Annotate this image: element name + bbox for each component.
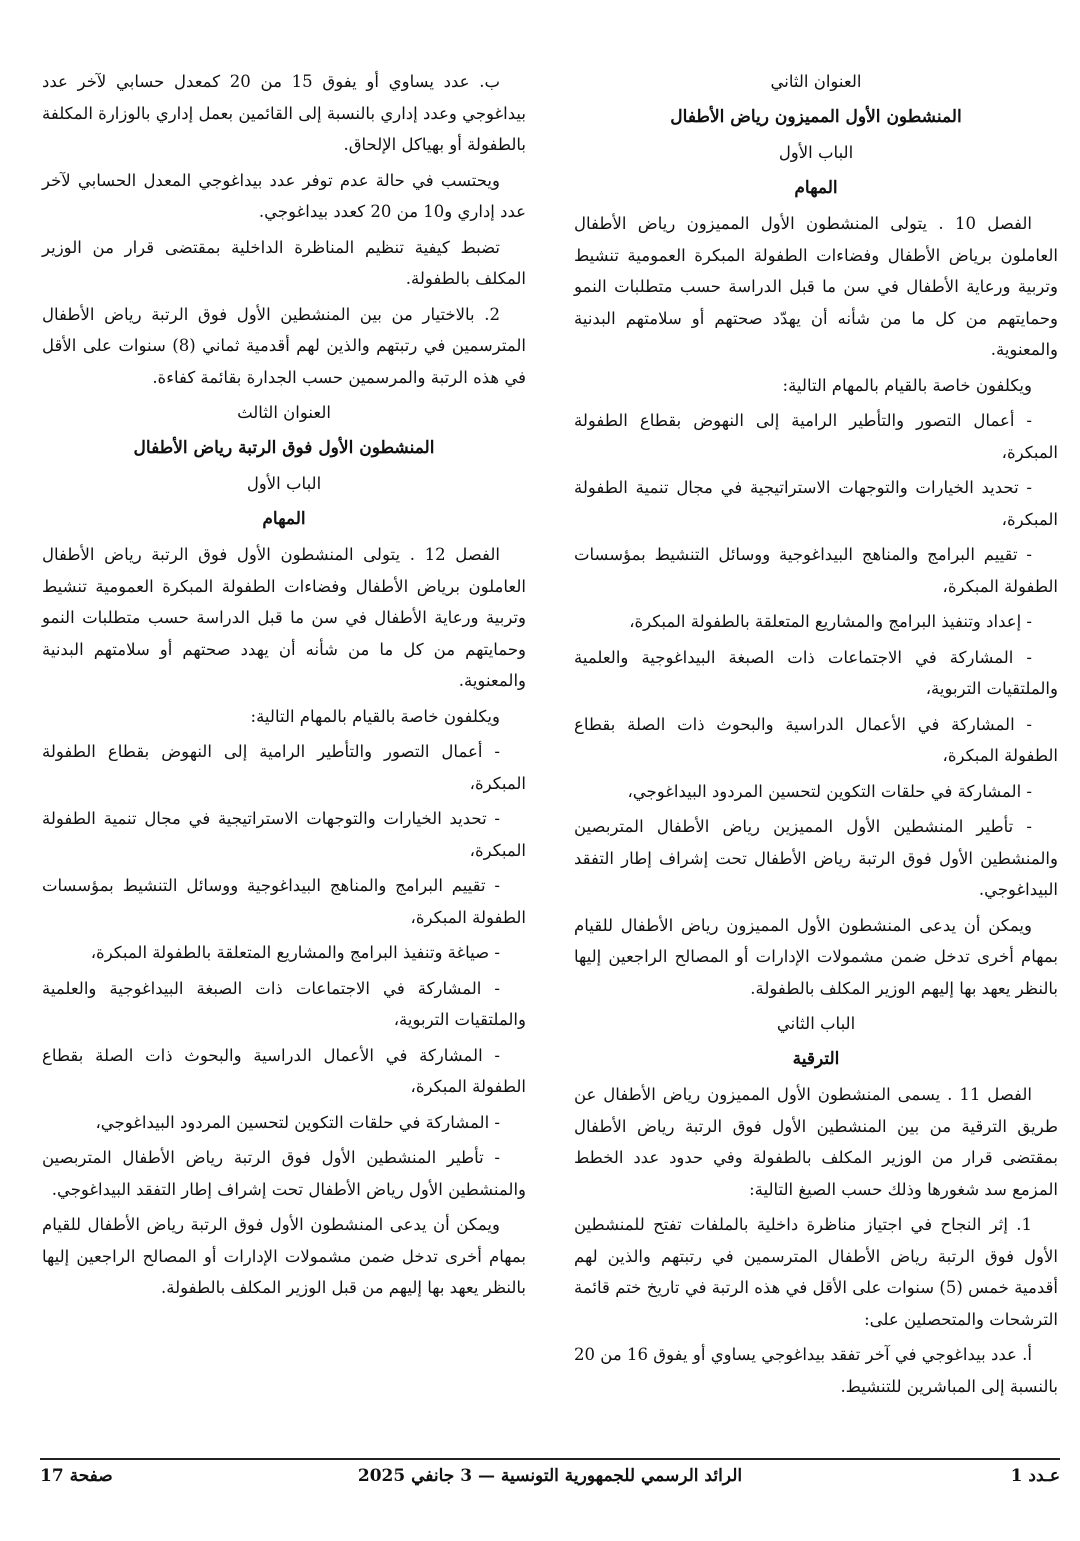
promotion-point-b: ب. عدد يساوي أو يفوق 15 من 20 كمعدل حسابي لآخر عدد بيداغوجي وعدد إداري بالنسبة إلى القائمين بعمل إداري بالوزارة المكلفة بالطفولة أو بهياكل الإلحاق. bbox=[42, 72, 526, 154]
duty-item: - المشاركة في حلقات التكوين لتحسين المردود البيداغوجي، bbox=[95, 1112, 500, 1132]
duty-item: - تحديد الخيارات والتوجهات الاستراتيجية في مجال تنمية الطفولة المبكرة، bbox=[42, 809, 526, 860]
duty-item: - المشاركة في الاجتماعات ذات الصبغة البيداغوجية والعلمية والملتقيات التربوية، bbox=[574, 647, 1058, 698]
duty-item: - تقييم البرامج والمناهج البيداغوجية ووسائل التنشيط بمؤسسات الطفولة المبكرة، bbox=[42, 876, 526, 927]
chapter-heading: الباب الثاني bbox=[776, 1014, 856, 1033]
chapter-heading: الباب الأول bbox=[778, 143, 854, 162]
duty-item: - المشاركة في الأعمال الدراسية والبحوث ذات الصلة بقطاع الطفولة المبكرة، bbox=[574, 714, 1058, 765]
duties-intro: ويكلفون خاصة بالقيام بالمهام التالية: bbox=[250, 706, 500, 726]
page-number: صفحة 17 bbox=[40, 1466, 113, 1486]
promotion-point-a: أ. عدد بيداغوجي في آخر تفقد بيداغوجي يساوي أو يفوق 16 من 20 بالنسبة إلى المباشرين للتنشيط. bbox=[574, 1345, 1058, 1396]
chapter-title: المهام bbox=[794, 177, 838, 198]
article-12: الفصل 12 . يتولى المنشطون الأول فوق الرتبة رياض الأطفال العاملون برياض الأطفال وفضاءات الطفولة المبكرة العمومية تنشيط وتربية ورعاية الأطفال في سن ما قبل الدراسة حسب متطلبات النمو وحمايتهم من كل ما من شأنه أن يهدد صحتهم أو سلامتهم البدنية والمعنوية. bbox=[42, 545, 526, 690]
organization-note: تضبط كيفية تنظيم المناظرة الداخلية بمقتضى قرار من الوزير المكلف بالطفولة. bbox=[42, 237, 526, 288]
right-column bbox=[574, 66, 1058, 1406]
duty-item: - المشاركة في الاجتماعات ذات الصبغة البيداغوجية والعلمية والملتقيات التربوية، bbox=[42, 978, 526, 1029]
duty-item: - أعمال التصور والتأطير الرامية إلى النهوض بقطاع الطفولة المبكرة، bbox=[574, 411, 1058, 462]
duty-item: - المشاركة في الأعمال الدراسية والبحوث ذات الصلة بقطاع الطفولة المبكرة، bbox=[42, 1045, 526, 1096]
article-11: الفصل 11 . يسمى المنشطون الأول المميزون رياض الأطفال عن طريق الترقية من بين المنشطين الأول فوق الرتبة رياض الأطفال بمقتضى قرار من الوزير المكلف بالطفولة وفي حدود عدد الخطط المزمع سد شغورها وذلك حسب الصيغ التالية: bbox=[574, 1085, 1058, 1199]
gazette-title: الرائد الرسمي للجمهورية التونسية — 3 جانفي 2025 bbox=[357, 1466, 743, 1486]
duty-item: - تقييم البرامج والمناهج البيداغوجية ووسائل التنشيط بمؤسسات الطفولة المبكرة، bbox=[574, 545, 1058, 596]
part-heading: العنوان الثالث bbox=[237, 403, 331, 422]
footer-rule bbox=[40, 1458, 1060, 1460]
page-footer bbox=[40, 1466, 1060, 1496]
duty-item: - المشاركة في حلقات التكوين لتحسين المردود البيداغوجي، bbox=[627, 781, 1032, 801]
chapter-title: المهام bbox=[262, 508, 306, 529]
duty-item: - صياغة وتنفيذ البرامج والمشاريع المتعلقة بالطفولة المبكرة، bbox=[90, 943, 500, 962]
extra-duties: ويمكن أن يدعى المنشطون الأول فوق الرتبة رياض الأطفال للقيام بمهام أخرى تدخل ضمن مشمولات الإدارات أو المصالح الراجعين إليها بالنظر يعهد بها إليهم من قبل الوزير المكلف بالطفولة. bbox=[42, 1215, 526, 1297]
article-10: الفصل 10 . يتولى المنشطون الأول المميزون رياض الأطفال العاملون برياض الأطفال وفضاءات الطفولة المبكرة العمومية تنشيط وتربية ورعاية الأطفال في سن ما قبل الدراسة حسب متطلبات النمو وحمايتهم من كل ما من شأنه أن يهدّد صحتهم أو سلامتهم البدنية والمعنوية. bbox=[574, 214, 1058, 359]
chapter-heading: الباب الأول bbox=[246, 474, 322, 493]
duty-item: - تأطير المنشطين الأول المميزين رياض الأطفال المتربصين والمنشطين الأول فوق الرتبة رياض الأطفال تحت إشراف إطار التفقد البيداغوجي. bbox=[574, 817, 1058, 899]
promotion-point-1: 1. إثر النجاح في اجتياز مناظرة داخلية بالملفات تفتح للمنشطين الأول فوق الرتبة رياض الأطفال المترسمين في رتبتهم والذين لهم أقدمية خمس (5) سنوات على الأقل في هذه الرتبة في تاريخ ختم قائمة الترشحات والمتحصلين على: bbox=[574, 1215, 1058, 1329]
promotion-point-2: 2. بالاختيار من بين المنشطين الأول فوق الرتبة رياض الأطفال المترسمين في رتبتهم والذين لهم أقدمية ثماني (8) سنوات على الأقل في هذه الرتبة والمرسمين حسب الجدارة بقائمة كفاءة. bbox=[42, 304, 526, 387]
part-heading: العنوان الثاني bbox=[770, 72, 862, 91]
duty-item: - أعمال التصور والتأطير الرامية إلى النهوض بقطاع الطفولة المبكرة، bbox=[42, 742, 526, 793]
issue-number: عـدد 1 bbox=[1010, 1466, 1060, 1486]
duty-item: - تأطير المنشطين الأول فوق الرتبة رياض الأطفال المتربصين والمنشطين الأول رياض الأطفال تحت إشراف إطار التفقد البيداغوجي. bbox=[42, 1148, 526, 1199]
left-column bbox=[42, 66, 526, 1308]
duties-intro: ويكلفون خاصة بالقيام بالمهام التالية: bbox=[782, 375, 1032, 395]
extra-duties: ويمكن أن يدعى المنشطون الأول المميزون رياض الأطفال للقيام بمهام أخرى تدخل ضمن مشمولات الإدارات أو المصالح الراجعين إليها بالنظر يعهد بها إليهم الوزير المكلف بالطفولة. bbox=[574, 915, 1058, 998]
duty-item: - تحديد الخيارات والتوجهات الاستراتيجية في مجال تنمية الطفولة المبكرة، bbox=[574, 478, 1058, 529]
duty-item: - إعداد وتنفيذ البرامج والمشاريع المتعلقة بالطفولة المبكرة، bbox=[629, 612, 1032, 631]
part-title: المنشطون الأول فوق الرتبة رياض الأطفال bbox=[133, 437, 435, 458]
part-title: المنشطون الأول المميزون رياض الأطفال bbox=[670, 106, 962, 127]
chapter-title: الترقية bbox=[792, 1048, 840, 1069]
calculation-note: ويحتسب في حالة عدم توفر عدد بيداغوجي المعدل الحسابي لآخر عدد إداري و10 من 20 كعدد بيداغوجي. bbox=[42, 170, 526, 221]
